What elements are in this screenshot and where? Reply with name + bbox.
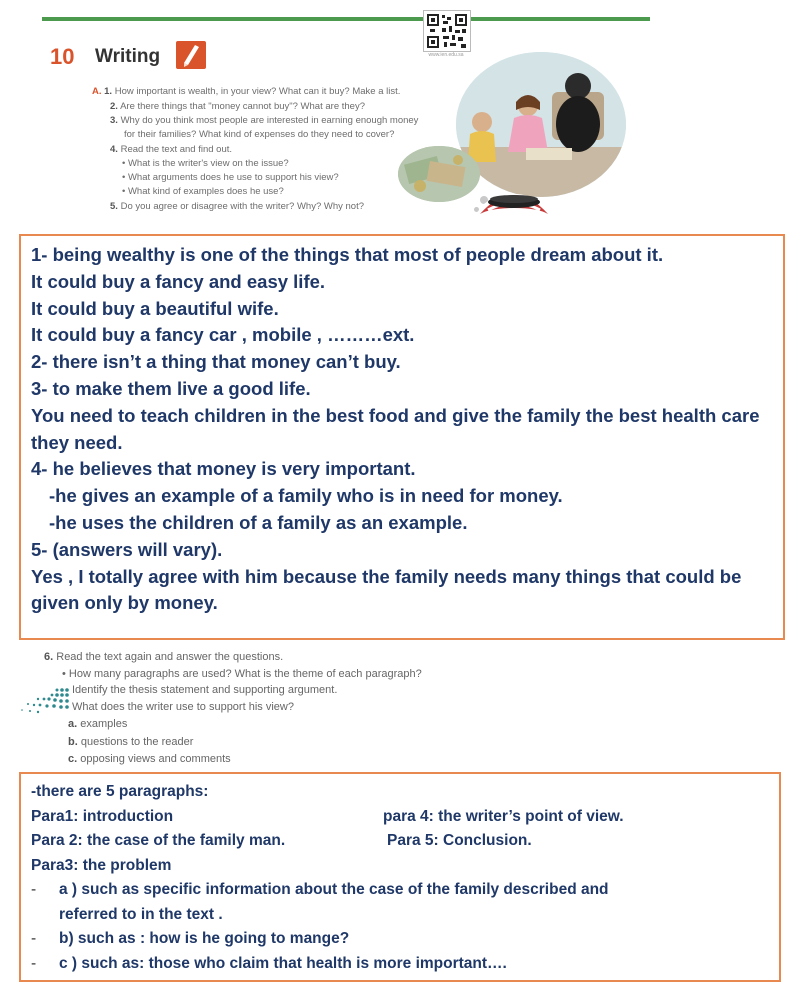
answer-row: [31, 829, 769, 854]
man-head-illustration: [474, 180, 554, 232]
exercise-6-option-a: a. examples: [68, 718, 128, 730]
unit-number: 10: [50, 44, 75, 69]
unit-title: Writing: [95, 46, 161, 67]
answer-line: 3- to make them live a good life.: [31, 377, 311, 399]
exercise-6-bullet-2: Identify the thesis statement and supporting argument.: [72, 684, 338, 696]
question-a4-bullet-3: • What kind of examples does he use?: [122, 186, 284, 197]
answer-line: 5- (answers will vary).: [31, 538, 223, 560]
option-b-answer: - b) such as : how is he going to mange?: [31, 927, 769, 952]
answer-box-question-6: [19, 772, 781, 982]
exercise-6-heading: 6. Read the text again and answer the questions.: [44, 651, 284, 663]
exercise-6-bullet-1: • How many paragraphs are used? What is the theme of each paragraph?: [62, 668, 422, 680]
answer-box-questions-1-5: [19, 234, 785, 640]
money-thought-bubble: [398, 146, 480, 202]
question-a3-cont: for their families? What kind of expenses do they need to cover?: [124, 129, 395, 140]
answer-line: Yes , I totally agree with him because the family needs many things that could be given only by money.: [31, 565, 742, 614]
option-a-answer-cont: referred to in the text .: [59, 905, 223, 923]
question-a5: 5. Do you agree or disagree with the writer? Why? Why not?: [110, 201, 364, 212]
para3-answer: Para3: the problem: [31, 856, 172, 874]
dash-bullet: -: [31, 930, 37, 947]
dash-bullet: -: [31, 954, 37, 972]
exercise-6-option-b: b. questions to the reader: [68, 736, 194, 748]
answer-line: -he gives an example of a family who is in need for money.: [49, 485, 563, 507]
answer-line: 2- there isn’t a thing that money can’t buy.: [31, 351, 401, 373]
question-a4-bullet-2: • What arguments does he use to support his view?: [122, 172, 339, 183]
answer-line: You need to teach children in the best food and give the family the best health care they need.: [31, 404, 760, 453]
para4-answer: para 4: the writer’s point of view.: [383, 807, 624, 825]
answer-line: -there are 5 paragraphs:: [31, 783, 209, 800]
question-a2: 2. Are there things that "money cannot buy"? What are they?: [110, 101, 365, 112]
option-c-answer: - c ) such as: those who claim that health is more important….: [31, 952, 769, 977]
dash-bullet: -: [31, 881, 37, 898]
qr-url: www.ien.edu.sa: [428, 52, 464, 58]
question-a3: 3. Why do you think most people are interested in earning enough money: [110, 115, 419, 126]
dots-decoration-icon: [18, 686, 72, 716]
answer-line: It could buy a fancy car , mobile , ………ext.: [31, 324, 415, 346]
question-a4-bullet-1: • What is the writer's view on the issue?: [122, 158, 289, 169]
exercise-6-bullet-3: What does the writer use to support his view?: [72, 701, 294, 713]
qr-code-icon[interactable]: [423, 10, 471, 52]
answer-line: 4- he believes that money is very important.: [31, 458, 416, 480]
answer-line: 1- being wealthy is one of the things that most of people dream about it.: [31, 244, 664, 265]
writing-pencil-icon: [176, 41, 206, 69]
exercise-6-option-c: c. opposing views and comments: [68, 753, 231, 765]
answer-line: It could buy a beautiful wife.: [31, 297, 279, 319]
family-photo: [456, 52, 626, 197]
para1-answer: Para1: introduction: [31, 807, 174, 825]
option-a-answer: - a ) such as specific information about the case of the family described and: [31, 878, 769, 903]
para5-answer: Para 5: Conclusion.: [387, 832, 532, 849]
para2-answer: Para 2: the case of the family man.: [31, 832, 286, 849]
header-bar: [42, 17, 650, 21]
question-a1: A. 1. How important is wealth, in your view? What can it buy? Make a list.: [92, 86, 401, 97]
section-letter: A.: [92, 86, 102, 97]
answer-row: [31, 805, 769, 830]
question-a4: 4. Read the text and find out.: [110, 144, 233, 155]
answer-line: It could buy a fancy and easy life.: [31, 270, 326, 292]
answer-line: -he uses the children of a family as an example.: [49, 511, 468, 533]
